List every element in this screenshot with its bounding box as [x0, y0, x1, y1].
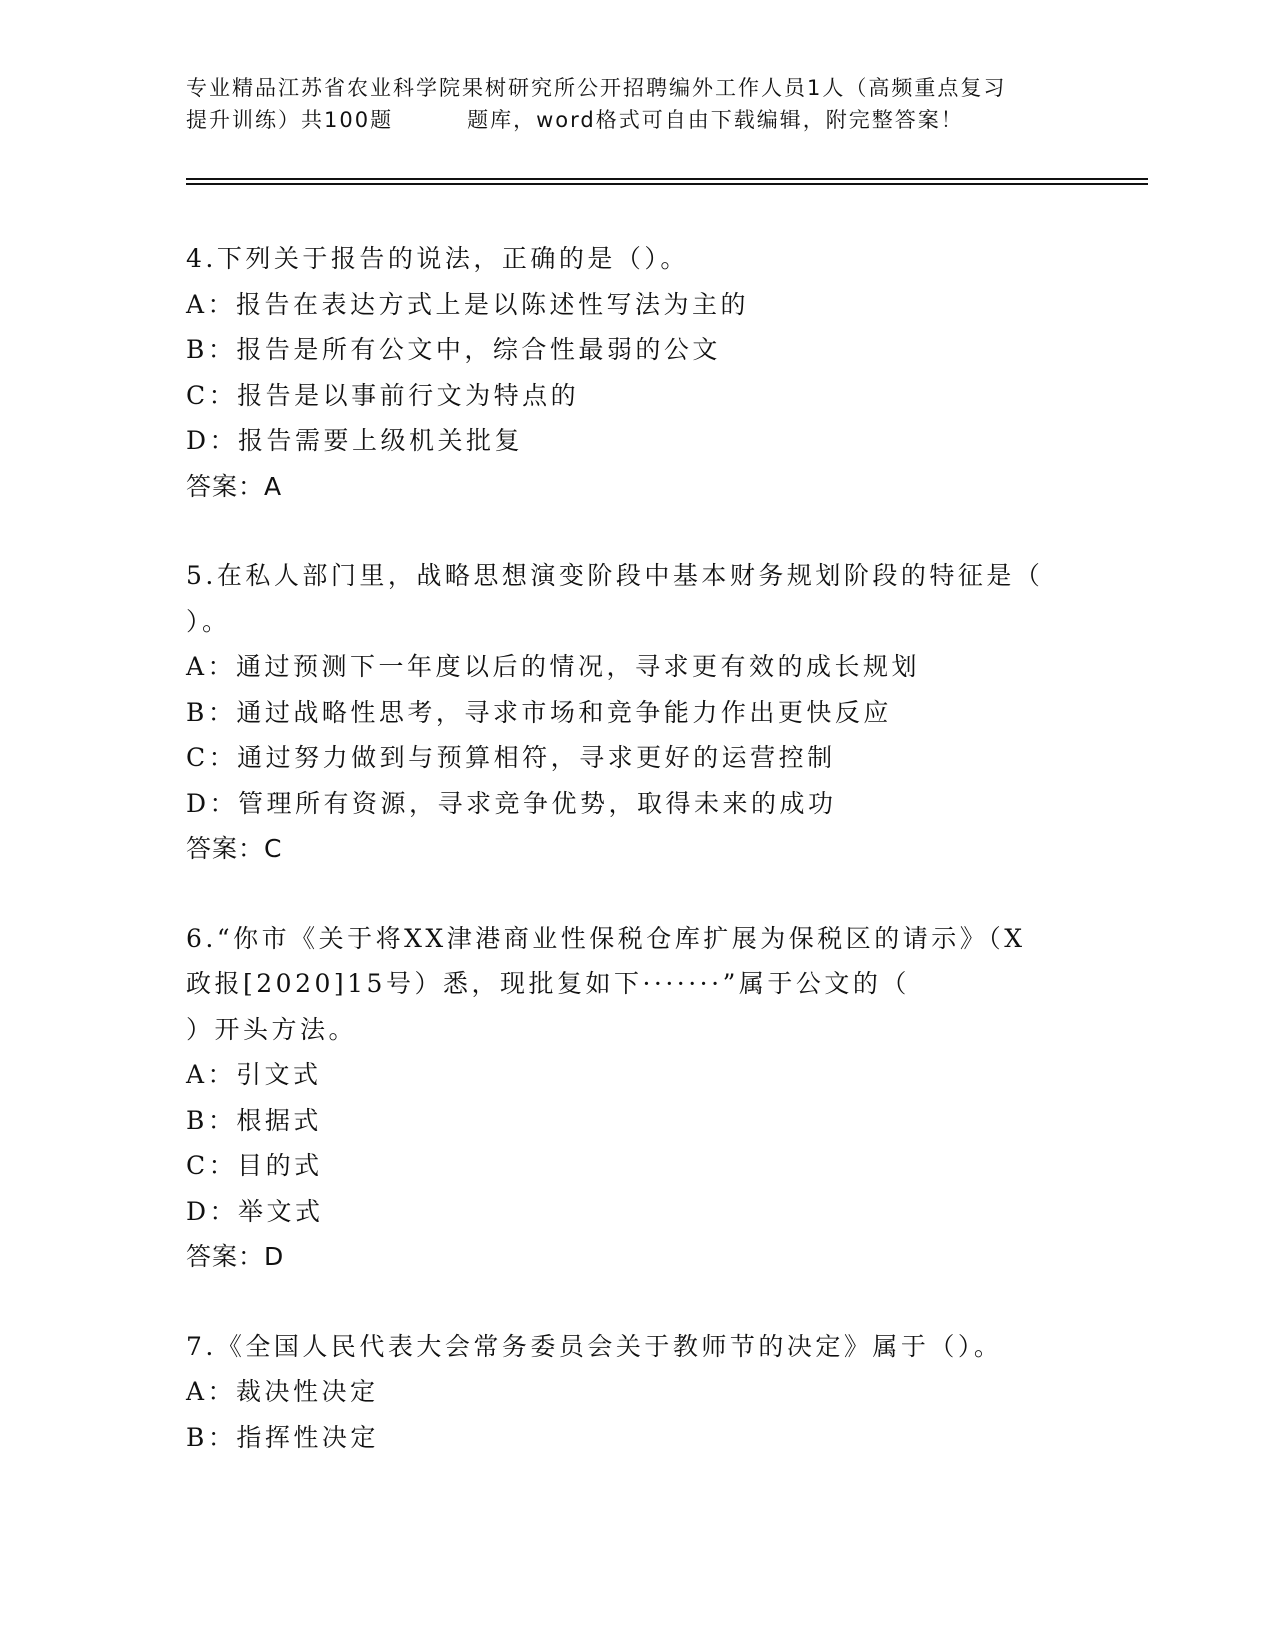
- option-a: A：报告在表达方式上是以陈述性写法为主的: [186, 289, 750, 319]
- question-4: [186, 236, 1086, 509]
- header-divider-top: [186, 178, 1148, 180]
- option-b: B：根据式: [186, 1105, 322, 1135]
- question-stem: 7.《全国人民代表大会常务委员会关于教师节的决定》属于（）。: [186, 1331, 1003, 1361]
- header-line-2: [186, 104, 1086, 136]
- question-stem: 6.“你市《关于将XX津港商业性保税仓库扩展为保税区的请示》（X: [186, 923, 1026, 953]
- answer-line: 答案：A: [186, 471, 283, 501]
- option-b: B：指挥性决定: [186, 1422, 379, 1452]
- option-a: A：裁决性决定: [186, 1377, 379, 1406]
- header-line-1: 专业精品江苏省农业科学院果树研究所公开招聘编外工作人员1人（高频重点复习: [186, 76, 1007, 100]
- document-header: [186, 72, 1086, 136]
- question-stem-continued: 政报[2020]15号）悉，现批复如下·······”属于公文的（: [186, 969, 910, 998]
- question-stem: 5.在私人部门里，战略思想演变阶段中基本财务规划阶段的特征是（: [186, 561, 1044, 590]
- question-6: [186, 916, 1086, 1280]
- header-divider-bottom: [186, 183, 1148, 185]
- option-a: A：通过预测下一年度以后的情况，寻求更有效的成长规划: [186, 652, 921, 681]
- option-d: D：报告需要上级机关批复: [186, 426, 524, 455]
- question-stem-continued: ）。: [186, 606, 231, 636]
- header-line-2-part-1: 提升训练）共100题: [186, 108, 394, 132]
- option-b: B：报告是所有公文中，综合性最弱的公文: [186, 335, 721, 364]
- question-stem: 4.下列关于报告的说法，正确的是（）。: [186, 244, 689, 273]
- header-line-2-part-2: 题库，word格式可自由下载编辑，附完整答案！: [467, 108, 964, 132]
- option-a: A：引文式: [186, 1060, 322, 1089]
- question-list: [186, 236, 1086, 1504]
- question-5: [186, 553, 1086, 872]
- option-c: C：目的式: [186, 1151, 323, 1180]
- option-d: D：管理所有资源，寻求竞争优势，取得未来的成功: [186, 788, 837, 818]
- answer-line: 答案：C: [186, 834, 283, 863]
- option-b: B：通过战略性思考，寻求市场和竞争能力作出更快反应: [186, 697, 892, 727]
- answer-line: 答案：D: [186, 1242, 285, 1271]
- option-c: C：通过努力做到与预算相符，寻求更好的运营控制: [186, 743, 836, 772]
- question-7: [186, 1324, 1086, 1461]
- option-d: D：举文式: [186, 1196, 324, 1226]
- question-stem-continued: ）开头方法。: [186, 1014, 358, 1044]
- option-c: C：报告是以事前行文为特点的: [186, 380, 580, 410]
